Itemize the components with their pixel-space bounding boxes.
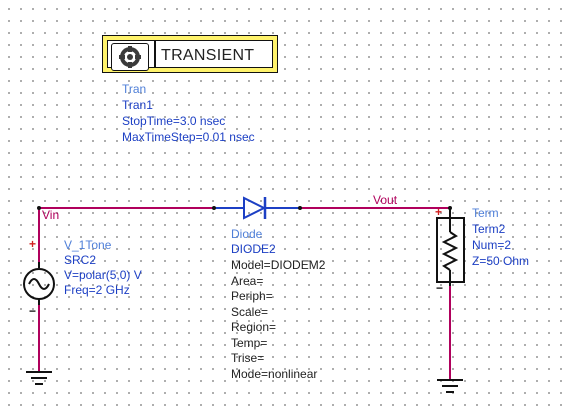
diode-param-periph[interactable]: Periph= [231,289,273,303]
sim-stop-time[interactable]: StopTime=3.0 nsec [122,114,226,128]
source-type-label: V_1Tone [64,238,112,252]
simulation-controller-icon [111,43,149,71]
net-label-vin[interactable]: Vin [42,208,60,222]
ground-symbol[interactable] [26,372,52,384]
diode-parameter-list [231,258,325,382]
diode-param-scale[interactable]: Scale= [231,304,269,319]
diode-param-model[interactable]: Model=DIODEM2 [231,258,326,272]
node-dot [298,206,302,210]
diode-param-trise[interactable]: Trise= [231,351,265,365]
term-type-label: Term [472,206,499,220]
tran-separator [154,41,156,67]
diode-instance-name: DIODE2 [231,242,276,256]
source-instance-name: SRC2 [64,253,97,267]
diode-type-label: Diode [231,227,263,241]
resistor-symbol[interactable] [435,205,464,286]
ground-symbol[interactable] [437,380,463,392]
term-impedance[interactable]: Z=50 Ohm [472,254,530,268]
term-plus-sign: + [435,205,443,219]
diode-param-mode[interactable]: Mode=nonlinear [231,366,318,381]
transient-sim-controller[interactable] [102,35,278,73]
sim-type-label: Tran [122,82,147,96]
node-dot [448,206,452,210]
source-minus-sign: − [29,304,37,318]
term-num[interactable]: Num=2 [472,238,512,252]
term-instance-name: Term2 [472,222,506,236]
source-plus-sign: + [29,237,37,251]
source-frequency[interactable]: Freq=2 GHz [64,283,130,297]
diode-param-area[interactable]: Area= [231,273,264,288]
node-dot [37,206,41,210]
tran-title: TRANSIENT [161,47,255,64]
transient-sim-frame [107,40,273,68]
sine-source-symbol[interactable] [24,262,54,305]
net-label-vout[interactable]: Vout [373,193,398,207]
term-minus-sign: − [436,281,444,295]
diode-param-region[interactable]: Region= [231,320,277,334]
node-dot [212,206,216,210]
source-voltage[interactable]: V=polar(5,0) V [64,268,142,282]
sim-max-timestep[interactable]: MaxTimeStep=0.01 nsec [122,130,255,144]
diode-symbol[interactable] [214,197,300,219]
diode-param-temp[interactable]: Temp= [231,335,268,350]
sim-instance-name: Tran1 [122,98,153,112]
